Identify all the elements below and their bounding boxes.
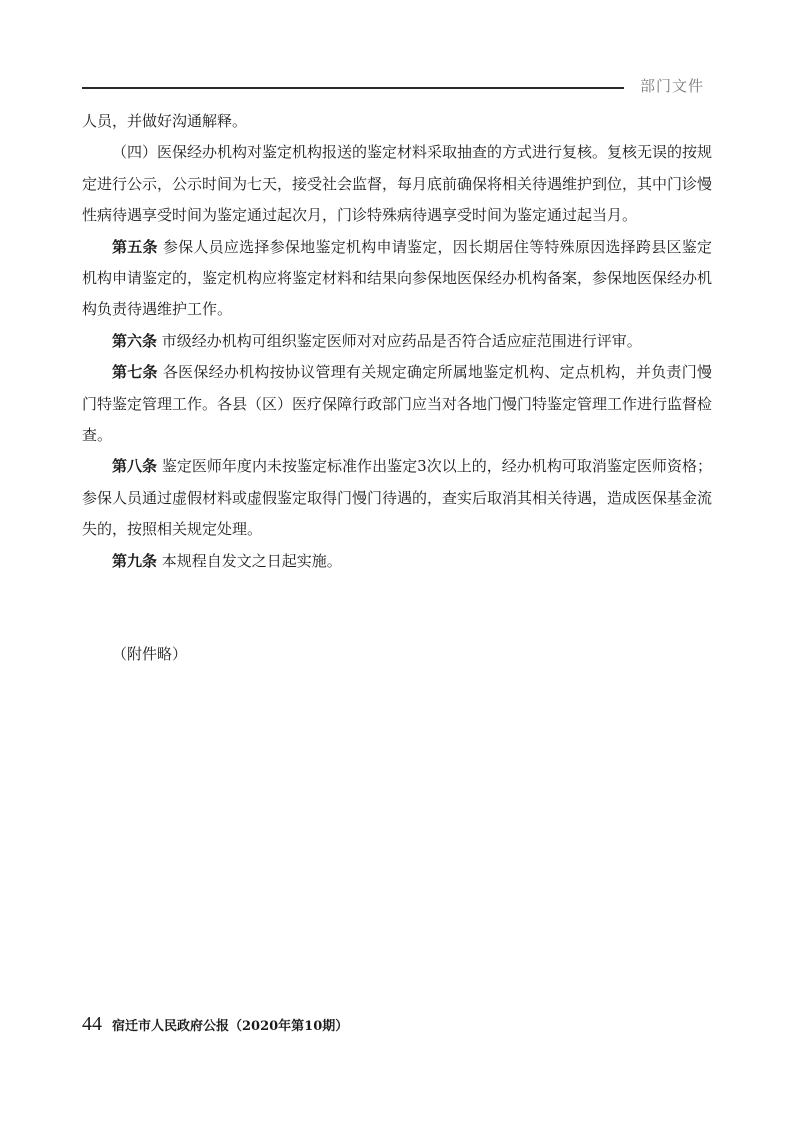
section-label: 部门文件 (640, 77, 705, 95)
article-7-label: 第七条 (112, 363, 158, 382)
article-9-text: 本规程自发文之日起实施。 (157, 551, 342, 570)
page-number: 44 (82, 1013, 102, 1035)
paragraph-item-4: （四）医保经办机构对鉴定机构报送的鉴定材料采取抽查的方式进行复核。复核无误的按规定进行公示，公示时间为七天，接受社会监督，每月底前确保将相关待遇维护到位，其中门诊慢性病待遇享受时间为鉴定通过起次月，门诊特殊病待遇享受时间为鉴定通过起当月。 (82, 143, 713, 225)
article-8 (82, 451, 712, 545)
article-7-text: 各医保经办机构按协议管理有关规定确定所属地鉴定机构、定点机构，并负责门慢门特鉴定管理工作。各县（区）医疗保障行政部门应当对各地门慢门特鉴定管理工作进行监督检查。 (82, 363, 713, 445)
article-6 (82, 326, 712, 357)
article-9-label: 第九条 (112, 551, 158, 570)
article-6-text: 市级经办机构可组织鉴定医师对对应药品是否符合适应症范围进行评审。 (157, 331, 642, 350)
article-5 (82, 232, 712, 326)
article-9 (82, 546, 712, 577)
article-5-text: 参保人员应选择参保地鉴定机构申请鉴定，因长期居住等特殊原因选择跨县区鉴定机构申请鉴定的，鉴定机构应将鉴定材料和结果向参保地医保经办机构备案，参保地医保经办机构负责待遇维护工作。 (82, 237, 713, 319)
attachment-note: （附件略） (112, 645, 188, 663)
article-8-label: 第八条 (112, 457, 158, 476)
page-footer (82, 1013, 348, 1036)
header-rule (82, 87, 624, 89)
article-6-label: 第六条 (112, 331, 158, 350)
article-8-text: 鉴定医师年度内未按鉴定标准作出鉴定3次以上的，经办机构可取消鉴定医师资格；参保人员通过虚假材料或虚假鉴定取得门慢门待遇的，查实后取消其相关待遇，造成医保基金流失的，按照相关规定处理。 (82, 457, 713, 539)
article-7 (82, 357, 712, 451)
paragraph-continuation: 人员，并做好沟通解释。 (82, 112, 248, 130)
document-body (82, 106, 712, 577)
article-5-label: 第五条 (112, 237, 158, 256)
publication-title: 宿迁市人民政府公报（2020年第10期） (112, 1019, 349, 1034)
